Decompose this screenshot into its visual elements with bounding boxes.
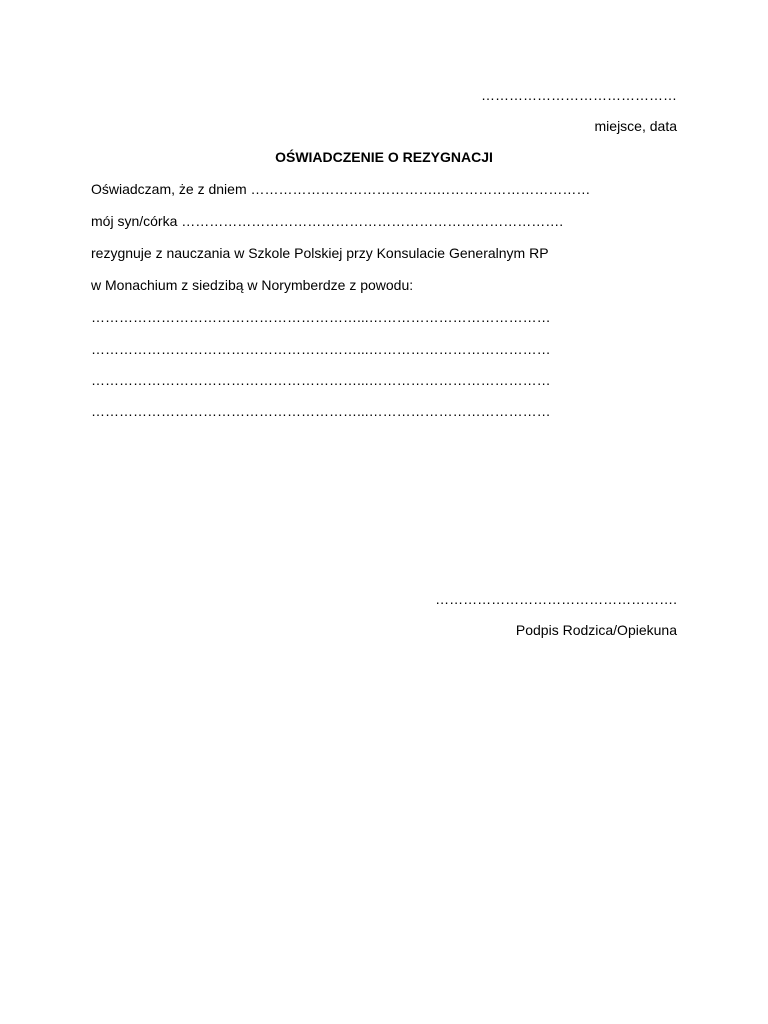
resignation-location: w Monachium z siedzibą w Norymberdze z powodu: bbox=[91, 277, 414, 293]
resignation-statement: rezygnuje z nauczania w Szkole Polskiej przy Konsulacie Generalnym RP bbox=[91, 245, 549, 261]
declaration-date-line: Oświadczam, że z dniem ………………………………….…………………………… bbox=[91, 181, 591, 197]
place-date-dots: …………………………………… bbox=[481, 87, 677, 103]
document-title: OŚWIADCZENIE O REZYGNACJI bbox=[275, 149, 493, 165]
signature-label: Podpis Rodzica/Opiekuna bbox=[515, 622, 677, 638]
reason-line: …………………………………………………...………………………………… bbox=[91, 341, 551, 357]
child-name-line: mój syn/córka ………………………………………………………………………. bbox=[91, 213, 564, 229]
place-date-label: miejsce, data bbox=[594, 118, 677, 134]
reason-line: …………………………………………………...………………………………… bbox=[91, 403, 551, 419]
reason-line: …………………………………………………...………………………………… bbox=[91, 309, 551, 325]
reason-line: …………………………………………………...………………………………… bbox=[91, 372, 551, 388]
signature-dots: ……………………………………………. bbox=[435, 591, 677, 607]
